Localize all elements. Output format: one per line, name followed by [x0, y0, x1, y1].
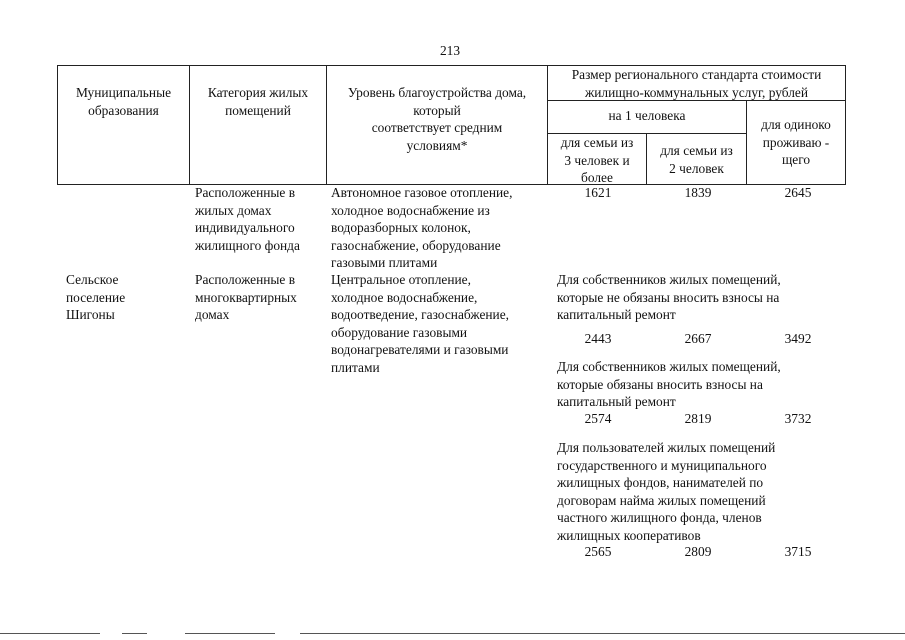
header-per-person: на 1 человека: [608, 108, 686, 123]
header-family-2: для семьи из 2 человек: [660, 143, 733, 176]
group2-value-single: 3732: [784, 411, 812, 426]
group3-value-single: 3715: [784, 544, 812, 559]
row1-category: Расположенные в жилых домах индивидуального жилищного фонда: [195, 185, 300, 253]
scan-edge-line: [0, 633, 100, 634]
table-left-border: [57, 65, 58, 185]
header-standard: Размер регионального стандарта стоимости жилищно-коммунальных услуг, рублей: [571, 67, 822, 100]
row2-municipality: Сельское поселение Шигоны: [66, 272, 126, 322]
group3-value-family3: 2565: [584, 544, 612, 559]
row1-value-family3: 1621: [584, 185, 612, 200]
header-category: Категория жилых помещений: [207, 85, 309, 118]
group3-description: Для пользователей жилых помещений государственного и муниципального жилищных фондов, нанимателей по договорам найма жилых помещений частного жилищного фонда, членов жилищных кооперативов: [557, 440, 776, 543]
header-family-3: для семьи из 3 человек и более: [560, 135, 634, 185]
header-level: Уровень благоустройства дома, который соответствует средним условиям*: [347, 85, 527, 153]
column-divider-1: [189, 65, 190, 185]
table-right-border: [845, 65, 846, 185]
group3-value-family2: 2809: [684, 544, 712, 559]
group2-value-family3: 2574: [584, 411, 612, 426]
scan-edge-line: [300, 633, 905, 634]
row2-category: Расположенные в многоквартирных домах: [195, 272, 297, 322]
group1-value-family3: 2443: [584, 331, 612, 346]
row1-value-family2: 1839: [684, 185, 712, 200]
scan-edge-line: [185, 633, 275, 634]
header-single: для одиноко проживаю - щего: [761, 117, 831, 167]
row2-level: Центральное отопление, холодное водоснабжение, водоотведение, газоснабжение, оборудование газовыми водонагревателями и газовыми плитами: [331, 272, 510, 375]
group2-value-family2: 2819: [684, 411, 712, 426]
group1-value-single: 3492: [784, 331, 812, 346]
header-municipality: Муниципальные образования: [75, 85, 172, 118]
group2-description: Для собственников жилых помещений, которые обязаны вносить взносы на капитальный ремонт: [557, 359, 781, 409]
row1-level: Автономное газовое отопление, холодное водоснабжение из водоразборных колонок, газоснабжение, оборудование газовыми плитами: [331, 185, 513, 270]
group1-value-family2: 2667: [684, 331, 712, 346]
page-number: 213: [439, 43, 461, 58]
row1-value-single: 2645: [784, 185, 812, 200]
scan-edge-line: [122, 633, 147, 634]
group1-description: Для собственников жилых помещений, которые не обязаны вносить взносы на капитальный ремонт: [557, 272, 781, 322]
